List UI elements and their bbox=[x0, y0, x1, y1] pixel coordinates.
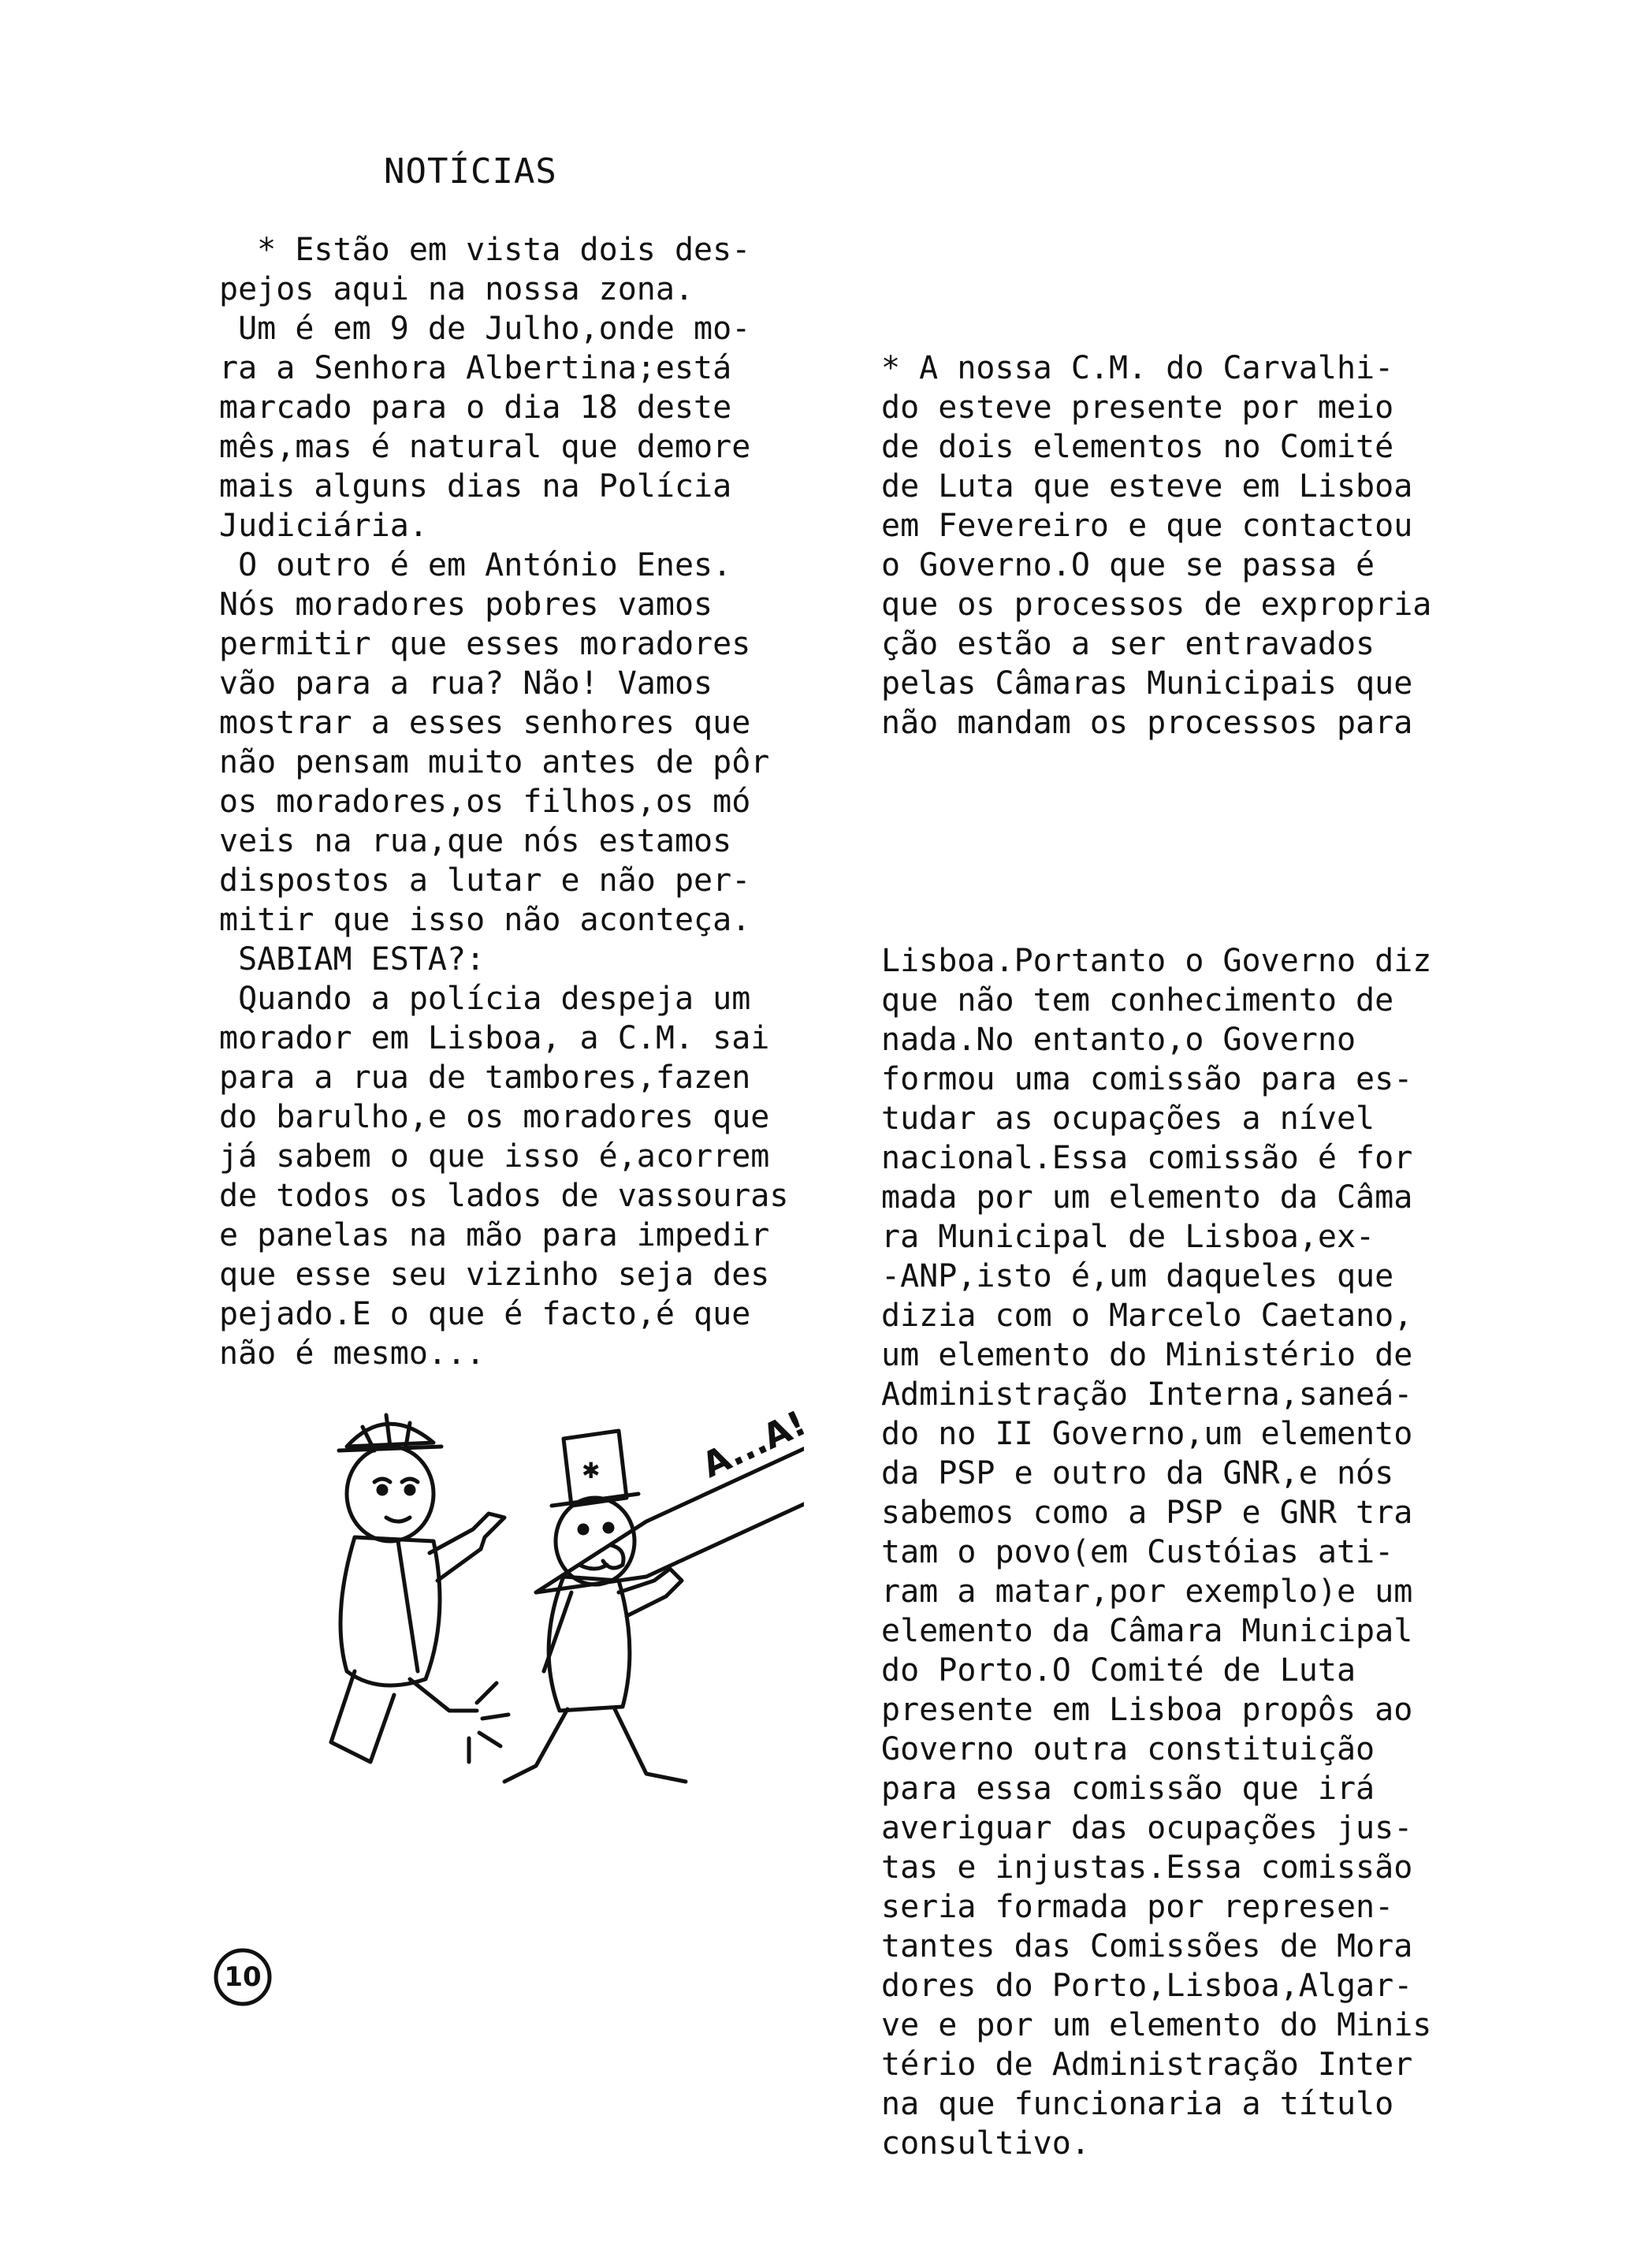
left-column-line: e panelas na mão para impedir bbox=[219, 1217, 770, 1253]
left-column-line: Um é em 9 de Julho,onde mo- bbox=[219, 311, 751, 347]
right-column-line: tantes das Comissões de Mora bbox=[881, 1928, 1413, 1965]
left-column-line: para a rua de tambores,fazen bbox=[219, 1060, 751, 1096]
page-title: NOTÍCIAS bbox=[384, 151, 557, 192]
left-column-line: veis na rua,que nós estamos bbox=[219, 823, 732, 859]
left-column-line: vão para a rua? Não! Vamos bbox=[219, 665, 713, 702]
right-column-line: presente em Lisboa propôs ao bbox=[881, 1692, 1413, 1728]
worker-head bbox=[347, 1447, 433, 1541]
right-column-line: o Governo.O que se passa é bbox=[881, 547, 1375, 583]
left-column-line: * Estão em vista dois des- bbox=[219, 232, 751, 268]
left-column-line: já sabem o que isso é,acorrem bbox=[219, 1138, 770, 1175]
right-column-line: mada por um elemento da Câma bbox=[881, 1179, 1413, 1216]
right-column-line: -ANP,isto é,um daqueles que bbox=[881, 1258, 1394, 1294]
right-column-line: que não tem conhecimento de bbox=[881, 982, 1394, 1019]
right-column-line: pelas Câmaras Municipais que bbox=[881, 665, 1413, 702]
left-column-line: mês,mas é natural que demore bbox=[219, 429, 751, 465]
right-column-top bbox=[881, 348, 1431, 743]
right-column-line: tam o povo(em Custóias ati- bbox=[881, 1534, 1394, 1570]
worker-pointing-arm bbox=[430, 1514, 504, 1581]
right-column-line: Administração Interna,saneá- bbox=[881, 1376, 1413, 1413]
right-column-line: do esteve presente por meio bbox=[881, 389, 1394, 426]
right-column-line: tas e injustas.Essa comissão bbox=[881, 1849, 1413, 1886]
left-column-line: pejos aqui na nossa zona. bbox=[219, 271, 694, 307]
right-column-line: para essa comissão que irá bbox=[881, 1771, 1375, 1807]
right-column-line: da PSP e outro da GNR,e nós bbox=[881, 1455, 1394, 1492]
right-column-line: do Porto.O Comité de Luta bbox=[881, 1652, 1356, 1689]
left-column-line: Quando a polícia despeja um bbox=[219, 981, 751, 1017]
left-column-line: morador em Lisboa, a C.M. sai bbox=[219, 1020, 770, 1056]
right-column-line: nada.No entanto,o Governo bbox=[881, 1022, 1356, 1058]
right-column bbox=[881, 270, 1431, 2242]
right-column-bottom bbox=[881, 941, 1431, 2163]
right-column-line: de dois elementos no Comité bbox=[881, 429, 1394, 465]
right-column-line: ção estão a ser entravados bbox=[881, 626, 1375, 662]
left-column-line: O outro é em António Enes. bbox=[219, 547, 732, 583]
right-column-line: do no II Governo,um elemento bbox=[881, 1416, 1413, 1452]
right-column-line: ra Municipal de Lisboa,ex- bbox=[881, 1219, 1375, 1255]
right-column-line: averiguar das ocupações jus- bbox=[881, 1810, 1413, 1846]
cartoon-drawing bbox=[300, 1411, 804, 1853]
man-head bbox=[556, 1498, 634, 1585]
page-number bbox=[211, 1946, 274, 2009]
right-column-line: elemento da Câmara Municipal bbox=[881, 1613, 1413, 1649]
left-column-line: marcado para o dia 18 deste bbox=[219, 389, 732, 426]
left-column-line: Judiciária. bbox=[219, 508, 428, 544]
page-number-label: 10 bbox=[224, 1961, 262, 1993]
right-column-line: sabemos como a PSP e GNR tra bbox=[881, 1495, 1413, 1531]
right-column-line: Governo outra constituição bbox=[881, 1731, 1375, 1767]
left-column-line: os moradores,os filhos,os mó bbox=[219, 784, 751, 820]
right-column-line: ve e por um elemento do Minis bbox=[881, 2007, 1432, 2043]
speech-text: A...A! bbox=[696, 1411, 804, 1486]
right-column-line: um elemento do Ministério de bbox=[881, 1337, 1413, 1373]
right-column-line: na que funcionaria a título bbox=[881, 2086, 1394, 2122]
right-column-line: consultivo. bbox=[881, 2125, 1090, 2162]
hat-mark: ✱ bbox=[582, 1458, 601, 1484]
right-column-line: ram a matar,por exemplo)e um bbox=[881, 1573, 1413, 1610]
left-column-line: permitir que esses moradores bbox=[219, 626, 751, 662]
worker-body bbox=[340, 1537, 440, 1685]
right-column-line: * A nossa C.M. do Carvalhi- bbox=[881, 350, 1394, 386]
right-column-line: de Luta que esteve em Lisboa bbox=[881, 468, 1413, 505]
left-column-line: não é mesmo... bbox=[219, 1335, 486, 1372]
right-column-line: dores do Porto,Lisboa,Algar- bbox=[881, 1968, 1413, 2004]
right-column-line: seria formada por represen- bbox=[881, 1889, 1394, 1925]
left-column-line: pejado.E o que é facto,é que bbox=[219, 1296, 751, 1332]
man-body bbox=[549, 1577, 630, 1711]
right-column-line: que os processos de expropria bbox=[881, 587, 1432, 623]
left-column-line: de todos os lados de vassouras bbox=[219, 1178, 789, 1214]
left-column-line: do barulho,e os moradores que bbox=[219, 1099, 770, 1135]
right-column-line: dizia com o Marcelo Caetano, bbox=[881, 1298, 1413, 1334]
left-column-line: que esse seu vizinho seja des bbox=[219, 1257, 770, 1293]
left-column-line: mostrar a esses senhores que bbox=[219, 705, 751, 741]
left-column-line: dispostos a lutar e não per- bbox=[219, 862, 751, 899]
left-column-line: Nós moradores pobres vamos bbox=[219, 587, 713, 623]
left-column-line: mais alguns dias na Polícia bbox=[219, 468, 732, 505]
kick-burst bbox=[469, 1683, 508, 1762]
right-column-line: nacional.Essa comissão é for bbox=[881, 1140, 1413, 1176]
right-column-line: Lisboa.Portanto o Governo diz bbox=[881, 943, 1432, 979]
left-column-line: ra a Senhora Albertina;está bbox=[219, 350, 732, 386]
right-column-line: formou uma comissão para es- bbox=[881, 1061, 1413, 1097]
left-column-line: SABIAM ESTA?: bbox=[219, 941, 486, 978]
left-column-line: mitir que isso não aconteça. bbox=[219, 902, 751, 938]
right-column-line: não mandam os processos para bbox=[881, 705, 1413, 741]
right-column-line: tudar as ocupações a nível bbox=[881, 1101, 1375, 1137]
right-column-line: em Fevereiro e que contactou bbox=[881, 508, 1413, 544]
right-column-line: tério de Administração Inter bbox=[881, 2046, 1413, 2083]
left-column bbox=[219, 230, 788, 1373]
cartoon-illustration bbox=[300, 1411, 804, 1856]
column-gap bbox=[881, 821, 1431, 862]
left-column-line: não pensam muito antes de pôr bbox=[219, 744, 770, 780]
